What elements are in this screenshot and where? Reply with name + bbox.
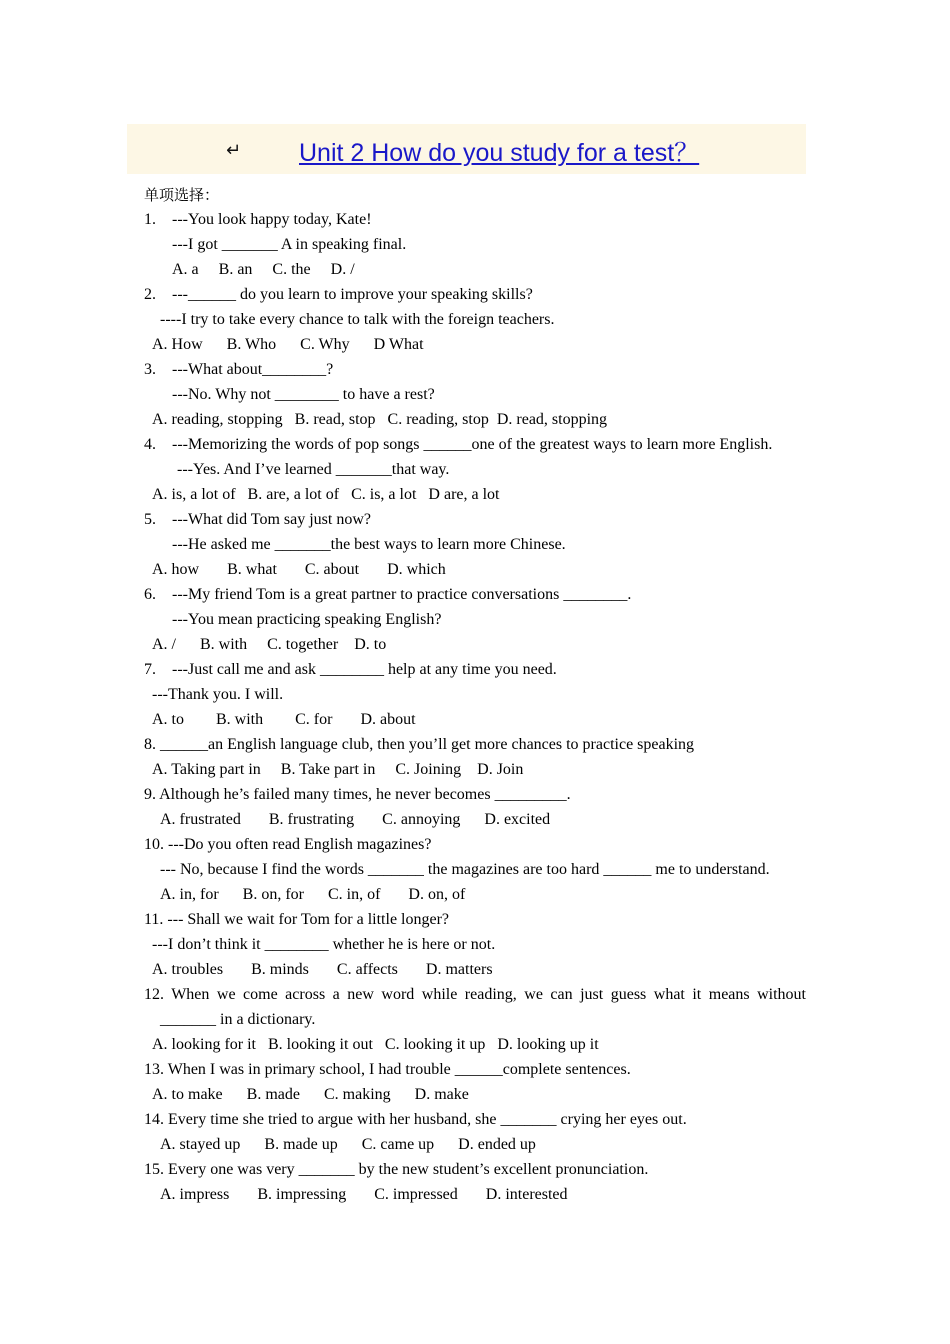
q11-options: A. troubles B. minds C. affects D. matters [152, 961, 493, 978]
q4-line: ---Yes. And I’ve learned _______that way. [177, 461, 450, 478]
q1-line: 1. ---You look happy today, Kate! [144, 211, 372, 228]
q5-line: ---He asked me _______the best ways to learn more Chinese. [172, 536, 566, 553]
q10-line: 10. ---Do you often read English magazines? [144, 836, 432, 853]
q13-line: 13. When I was in primary school, I had trouble ______complete sentences. [144, 1061, 631, 1078]
q11-line: ---I don’t think it ________ whether he is here or not. [152, 936, 496, 953]
q7-line: 7. ---Just call me and ask ________ help at any time you need. [144, 661, 557, 678]
q12-line: 12. When we come across a new word while reading, we can just guess what it means without [144, 986, 806, 1003]
return-arrow-icon: ↵ [226, 140, 242, 161]
q1-line: ---I got _______ A in speaking final. [172, 236, 407, 253]
q2-line: 2. ---______ do you learn to improve your speaking skills? [144, 286, 533, 303]
q2-options: A. How B. Who C. Why D What [152, 336, 424, 353]
q2-line: ----I try to take every chance to talk with the foreign teachers. [160, 311, 555, 328]
q14-options: A. stayed up B. made up C. came up D. ended up [160, 1136, 536, 1153]
q10-line: --- No, because I find the words _______ the magazines are too hard ______ me to understand. [160, 861, 770, 878]
q3-line: 3. ---What about________? [144, 361, 334, 378]
q7-line: ---Thank you. I will. [152, 686, 284, 703]
q4-options: A. is, a lot of B. are, a lot of C. is, a lot D are, a lot [152, 486, 500, 503]
q6-line: ---You mean practicing speaking English? [172, 611, 442, 628]
q4-line: 4. ---Memorizing the words of pop songs ______one of the greatest ways to learn more English. [144, 436, 773, 453]
q5-options: A. how B. what C. about D. which [152, 561, 446, 578]
q13-options: A. to make B. made C. making D. make [152, 1086, 469, 1103]
q12-options: A. looking for it B. looking it out C. looking it up D. looking up it [152, 1036, 599, 1053]
q6-options: A. / B. with C. together D. to [152, 636, 387, 653]
q15-options: A. impress B. impressing C. impressed D. interested [160, 1186, 568, 1203]
q12-line: _______ in a dictionary. [160, 1011, 316, 1028]
q10-options: A. in, for B. on, for C. in, of D. on, of [160, 886, 466, 903]
q8-line: 8. ______an English language club, then you’ll get more chances to practice speaking [144, 736, 695, 753]
q1-options: A. a B. an C. the D. / [172, 261, 355, 278]
q9-options: A. frustrated B. frustrating C. annoying D. excited [160, 811, 551, 828]
q8-options: A. Taking part in B. Take part in C. Joining D. Join [152, 761, 524, 778]
q15-line: 15. Every one was very _______ by the new student’s excellent pronunciation. [144, 1161, 649, 1178]
q7-options: A. to B. with C. for D. about [152, 711, 416, 728]
q3-options: A. reading, stopping B. read, stop C. reading, stop D. read, stopping [152, 411, 608, 428]
q11-line: 11. --- Shall we wait for Tom for a little longer? [144, 911, 450, 928]
q9-line: 9. Although he’s failed many times, he never becomes _________. [144, 786, 571, 803]
q3-line: ---No. Why not ________ to have a rest? [172, 386, 435, 403]
page-title-link[interactable]: Unit 2 How do you study for a test？ [299, 139, 700, 167]
section-label: 单项选择： [144, 186, 220, 204]
q14-line: 14. Every time she tried to argue with her husband, she _______ crying her eyes out. [144, 1111, 687, 1128]
q5-line: 5. ---What did Tom say just now? [144, 511, 371, 528]
q6-line: 6. ---My friend Tom is a great partner to practice conversations ________. [144, 586, 632, 603]
